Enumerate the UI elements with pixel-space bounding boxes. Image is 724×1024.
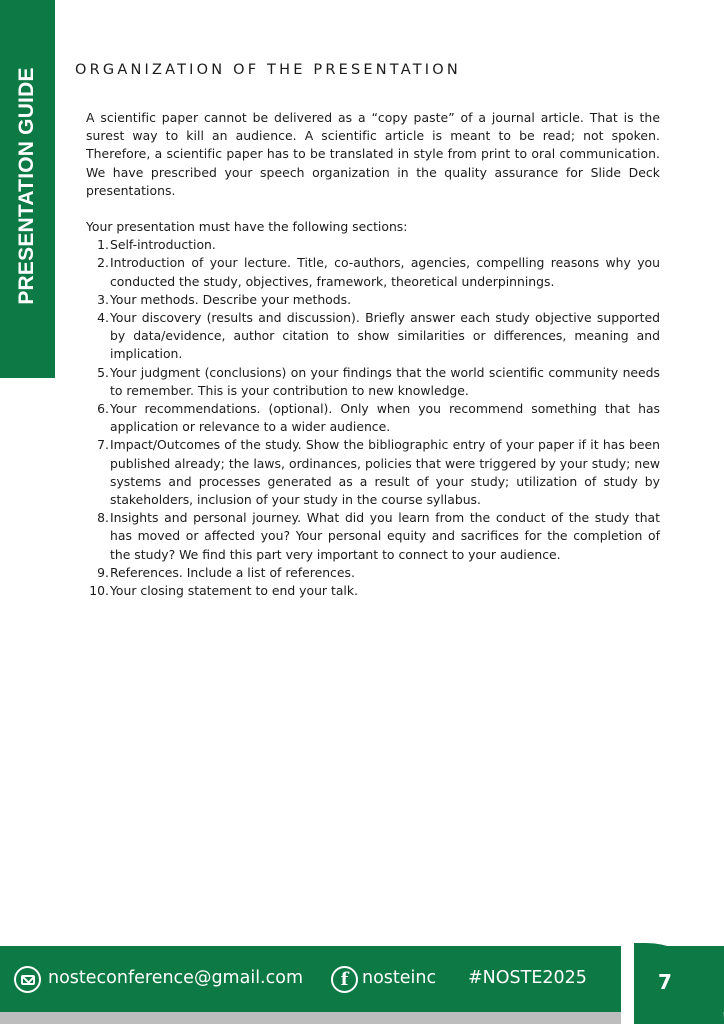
side-tab: [0, 0, 55, 378]
footer-hashtag: #NOSTE2025: [468, 968, 587, 988]
section-heading: ORGANIZATION OF THE PRESENTATION: [75, 62, 461, 78]
list-item: [86, 291, 660, 309]
list-item: [86, 364, 660, 400]
list-text: Impact/Outcomes of the study. Show the bibliographic entry of your paper if it has been published already; the laws, ordinances, policies that were triggered by your study; new systems and processes generated as a result of your study; utilization of study by stakeholders, inclusion of your study in the course syllabus.: [110, 437, 660, 508]
list-item: [86, 309, 660, 364]
list-number: 4.: [97, 310, 109, 326]
footer-divider: [621, 946, 634, 1024]
list-number: 2.: [97, 255, 109, 271]
side-tab-label: PRESENTATION GUIDE: [15, 67, 38, 305]
envelope-icon: [14, 966, 41, 993]
list-text: Self-introduction.: [110, 237, 216, 253]
intro-paragraph: A scientific paper cannot be delivered as a “copy paste” of a journal article. That is the surest way to kill an audience. A scientific article is meant to be read; not spoken. Therefore, a scientific paper has to be translated in style from print to oral communication. We have prescribed your speech organization in the quality assurance for Slide Deck presentations.: [86, 110, 660, 198]
facebook-icon: f: [331, 966, 358, 993]
list-item: [86, 436, 660, 509]
list-item: [86, 582, 660, 600]
footer-gray-strip: [0, 1012, 724, 1024]
list-item: [86, 254, 660, 290]
list-text: References. Include a list of references.: [110, 564, 355, 580]
list-text: Your methods. Describe your methods.: [110, 291, 352, 307]
sections-lead: Your presentation must have the following sections:: [86, 219, 408, 235]
footer-facebook[interactable]: nosteinc: [362, 968, 437, 988]
list-number: 5.: [97, 364, 109, 380]
main-content: [86, 109, 660, 600]
list-item: [86, 564, 660, 582]
list-text: Your judgment (conclusions) on your findings that the world scientific community needs to remember. This is your contribution to new knowledge.: [110, 364, 660, 398]
list-number: 7.: [97, 437, 109, 453]
list-number: 8.: [97, 510, 109, 526]
list-text: Your discovery (results and discussion). Briefly answer each study objective supported by data/evidence, author citation to show similarities or differences, meaning and implication.: [110, 310, 660, 362]
footer-email[interactable]: nosteconference@gmail.com: [48, 968, 303, 988]
list-item: [86, 400, 660, 436]
list-text: Your recommendations. (optional). Only when you recommend something that has application or relevance to a wider audience.: [110, 401, 660, 435]
list-text: Insights and personal journey. What did you learn from the conduct of the study that has moved or affected you? Your personal equity and sacrifices for the completion of the study? We find this part very important to connect to your audience.: [110, 510, 660, 562]
list-text: Introduction of your lecture. Title, co-authors, agencies, compelling reasons why you conducted the study, objectives, framework, theoretical underpinnings.: [110, 255, 660, 289]
list-number: 3.: [97, 291, 109, 307]
list-item: [86, 236, 660, 254]
list-number: 6.: [97, 401, 109, 417]
sections-list: [86, 236, 660, 600]
list-number: 9.: [97, 564, 109, 580]
list-text: Your closing statement to end your talk.: [110, 583, 358, 599]
list-number: 1.: [97, 237, 109, 253]
list-number: 10.: [89, 583, 109, 599]
page-number: 7: [658, 970, 672, 994]
list-item: [86, 509, 660, 564]
